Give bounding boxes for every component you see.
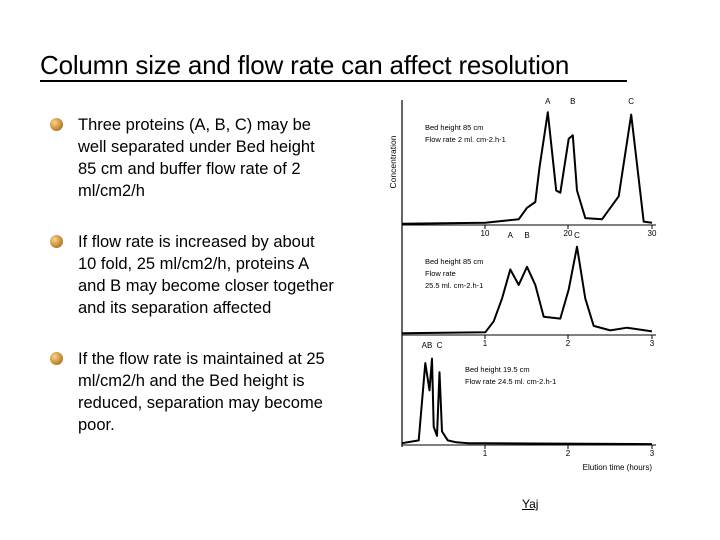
bullet-icon — [50, 118, 63, 131]
x-tick-label: 3 — [649, 449, 655, 458]
x-tick-label: 2 — [565, 339, 571, 348]
panel-annotation: Bed height 85 cm — [425, 257, 484, 266]
peak-label: A — [507, 231, 514, 240]
peak-label: C — [628, 97, 635, 106]
peak-label: B — [524, 231, 530, 240]
peak-label: A — [545, 97, 551, 106]
panel-annotation: Bed height 85 cm — [425, 123, 484, 132]
panel-annotation: Flow rate 24.5 ml. cm-2.h-1 — [465, 377, 557, 386]
x-tick-label: 3 — [649, 339, 655, 348]
panel-annotation: Flow rate — [425, 269, 456, 278]
panel-annotation: 25.5 ml. cm-2.h-1 — [425, 281, 484, 290]
bullet-icon — [50, 352, 63, 365]
slide-title: Column size and flow rate can affect resolution — [40, 50, 570, 80]
bullet-item — [50, 348, 350, 436]
footer-text: Yaj — [522, 497, 539, 511]
bullet-item — [50, 231, 350, 319]
x-tick-label: 30 — [647, 229, 657, 238]
x-tick-label: 10 — [480, 229, 490, 238]
y-axis-label: Concentration — [388, 135, 398, 189]
chromatogram-figure — [380, 92, 680, 477]
title-underline — [40, 80, 627, 82]
peak-label: C — [436, 341, 443, 350]
x-axis-label: Elution time (hours) — [582, 463, 652, 472]
x-tick-label: 1 — [482, 449, 488, 458]
x-tick-label: 20 — [563, 229, 573, 238]
panel-annotation: Flow rate 2 ml. cm-2.h-1 — [425, 135, 506, 144]
x-tick-label: 1 — [482, 339, 488, 348]
panel-annotation: Bed height 19.5 cm — [465, 365, 530, 374]
bullet-text: If the flow rate is maintained at 25 ml/cm2/h and the Bed height is reduced, separation may become poor. — [78, 350, 325, 434]
bullet-icon — [50, 235, 63, 248]
bullet-text: Three proteins (A, B, C) may be well separated under Bed height 85 cm and buffer flow rate of 2 ml/cm2/h — [78, 116, 315, 200]
bullet-text: If flow rate is increased by about 10 fold, 25 ml/cm2/h, proteins A and B may become closer together and its separation affected — [78, 233, 334, 317]
peak-label: C — [574, 231, 580, 240]
x-tick-label: 2 — [565, 449, 571, 458]
bullet-item — [50, 114, 350, 202]
peak-label: AB — [421, 341, 433, 350]
peak-label: B — [570, 97, 576, 106]
